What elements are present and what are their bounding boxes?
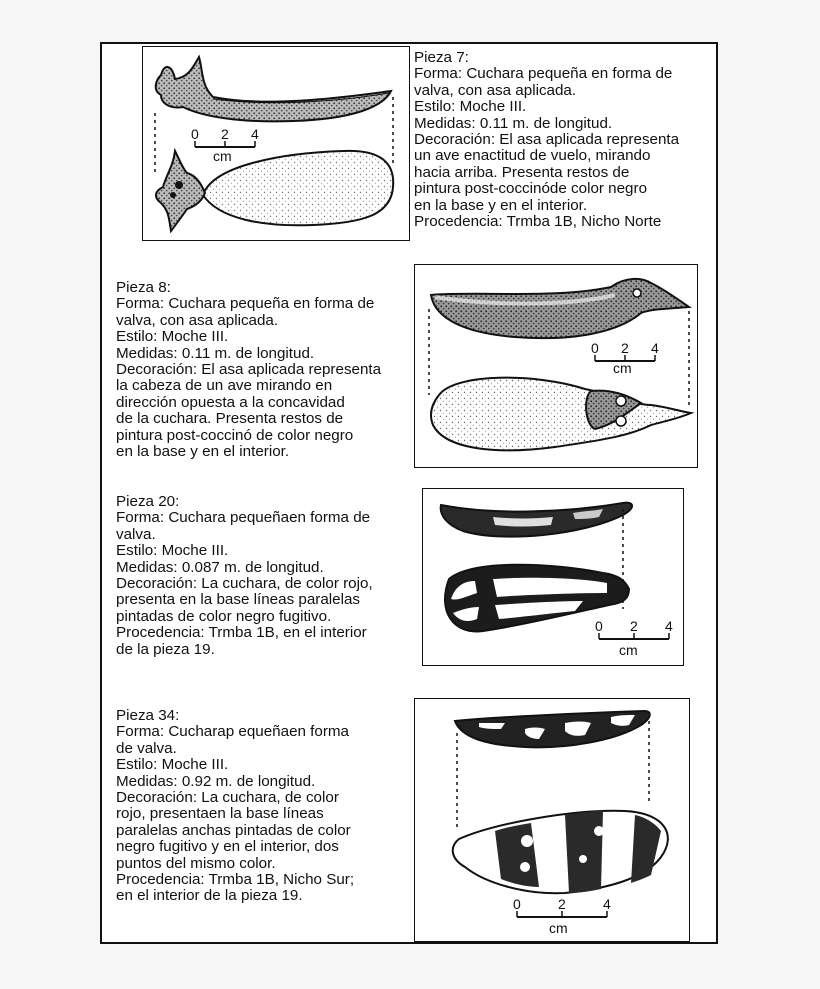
scale-tick-0: 0 xyxy=(595,618,603,634)
pieza-8-scale xyxy=(591,340,659,376)
pieza-34-scale xyxy=(513,896,611,936)
spoon-side-view xyxy=(156,57,391,121)
catalog-page xyxy=(100,42,718,944)
pieza-7-description: Pieza 7: Forma: Cuchara pequeña en forma de valva, con asa aplicada. Estilo: Moche III. Medidas: 0.11 m. de longitud. Decoración: El asa aplicada representa un ave enactitud de vuelo, mirando hacia arriba. Presenta restos de pintura post-coccinóde color negro en la base y en el interior. Procedencia: Trmba 1B, Nicho Norte xyxy=(414,49,680,231)
pieza-title: Pieza 7: xyxy=(414,49,469,66)
scale-tick-4: 4 xyxy=(251,126,259,142)
scale-unit: cm xyxy=(613,360,632,376)
pieza-8-drawing xyxy=(414,264,698,468)
pieza-8-description: Pieza 8: Forma: Cuchara pequeña en forma de valva, con asa aplicada. Estilo: Moche III. Medidas: 0.11 m. de longitud. Decoración: El asa aplicada representa la cabeza de un ave mirando en dirección opuesta a la concavidad de la cuchara. Presenta restos de pintura post-coccinó de color negro en la base y en el interior. xyxy=(116,279,382,461)
scale-tick-2: 2 xyxy=(221,126,229,142)
scale-tick-4: 4 xyxy=(651,340,659,356)
scale-unit: cm xyxy=(549,920,568,936)
pieza-title: Pieza 8: xyxy=(116,279,171,296)
scale-tick-2: 2 xyxy=(630,618,638,634)
scale-tick-2: 2 xyxy=(558,896,566,912)
pieza-7-drawing xyxy=(142,46,410,241)
scale-unit: cm xyxy=(213,148,232,164)
pieza-34-drawing xyxy=(414,698,690,942)
pieza-20-scale xyxy=(595,618,673,658)
scale-tick-0: 0 xyxy=(591,340,599,356)
scale-tick-2: 2 xyxy=(621,340,629,356)
bird-handle xyxy=(156,151,205,231)
spoon-top-view xyxy=(431,378,691,451)
pieza-title: Pieza 20: xyxy=(116,493,180,510)
pieza-20-drawing xyxy=(422,488,684,666)
spoon-side-view xyxy=(431,279,689,338)
scale-tick-4: 4 xyxy=(665,618,673,634)
scale-tick-0: 0 xyxy=(513,896,521,912)
scale-tick-0: 0 xyxy=(191,126,199,142)
scale-tick-4: 4 xyxy=(603,896,611,912)
pieza-title: Pieza 34: xyxy=(116,707,180,724)
pieza-34-description: Pieza 34: Forma: Cucharap equeñaen forma de valva. Estilo: Moche III. Medidas: 0.92 m. de longitud. Decoración: La cuchara, de color rojo, presentaen la base líneas paralelas anchas pintadas de color negro fugitivo y en el interior, dos puntos del mismo color. Procedencia: Trmba 1B, Nicho Sur; en el interior de la pieza 19. xyxy=(116,707,355,905)
scale-unit: cm xyxy=(619,642,638,658)
pieza-20-description: Pieza 20: Forma: Cuchara pequeñaen forma de valva. Estilo: Moche III. Medidas: 0.087 m. de longitud. Decoración: La cuchara, de color rojo, presenta en la base líneas paralelas pintadas de color negro fugitivo. Procedencia: Trmba 1B, en el interior de la pieza 19. xyxy=(116,493,373,658)
pieza-7-scale xyxy=(191,126,259,164)
